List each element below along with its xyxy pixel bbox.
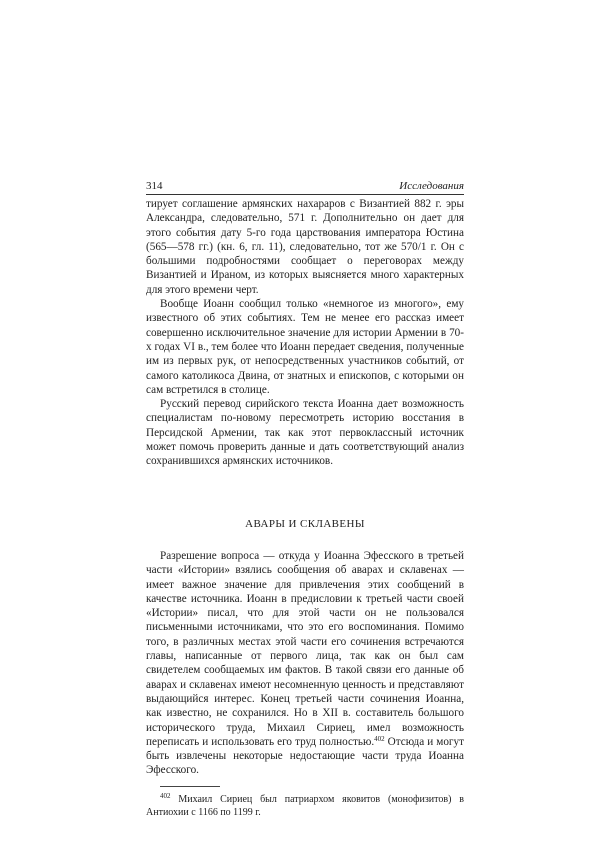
page-number: 314: [146, 180, 163, 192]
paragraph-continued: тирует соглашение армянских нахараров с Византией 882 г. эры Александра, следовательно, 571 г. Дополнительно он дает для этого события дату 5-го года царствования императора Юстина (565—578 гг.) (кн. 6, гл. 11), следовательно, тот же 570/1 г. Он с большими подробностями сообщает о переговорах между Византией и Ираном, из которых выясняется много характерных для этого времени черт.: [146, 198, 464, 296]
section-paragraph: [146, 549, 464, 778]
header-rule: [146, 194, 464, 195]
paragraph: Вообще Иоанн сообщил только «немногое из многого», ему известного об этих событиях. Тем не менее его рассказ имеет совершенно исключительное значение для истории Армении в 70-х годах VI в., тем более что Иоанн передает сведения, полученные им из первых рук, от непосредственных участников событий, от самого католикоса Двина, от знатных и епископов, с которыми он сам встретился в столице.: [146, 298, 464, 396]
footnote-number: 402: [160, 791, 171, 800]
section-paragraph-text: Разрешение вопроса — откуда у Иоанна Эфесского в третьей части «Истории» взялись сообщения об аварах и склавенах — имеет важное значение для привлечения этих сообщений в качестве источника. Иоанн в предисловии к третьей части своей «Истории» писал, что для этой части он не пользовался письменными источниками, что это его воспоминания. Помимо того, в различных местах этой части его сочинения встречаются главы, написанные от первого лица, так как он был сам свидетелем сообщаемых им фактов. В такой связи его данные об аварах и склавенах имеют несомненную ценность и представляют выдающийся интерес. Конец третьей части сочинения Иоанна, как известно, не сохранился. Но в XII в. составитель большого исторического труда, Михаил Сириец, имел возможность переписать и использовать его труд полностью.: [146, 549, 464, 748]
footnote: [146, 793, 464, 819]
section-paragraph-text-after: Отсюда и могут быть извлечены некоторые недостающие части труда Иоанна Эфесского.: [146, 735, 464, 777]
page-header: [146, 180, 464, 194]
section-heading: АВАРЫ И СКЛАВЕНЫ: [245, 517, 365, 530]
main-text: [146, 197, 464, 819]
footnote-rule: [160, 786, 220, 787]
footnote-text: Михаил Сириец был патриархом яковитов (монофизитов) в Антиохии с 1166 по 1199 г.: [146, 793, 464, 818]
running-title: Исследования: [399, 180, 464, 192]
footnote-reference: 402: [374, 734, 385, 743]
paragraph: Русский перевод сирийского текста Иоанна дает возможность специалистам по-новому пересмотреть историю восстания в Персидской Армении, так как этот первоклассный источник может помочь проверить данные и дать соответствующий анализ сохранившихся армянских источников.: [146, 398, 464, 468]
